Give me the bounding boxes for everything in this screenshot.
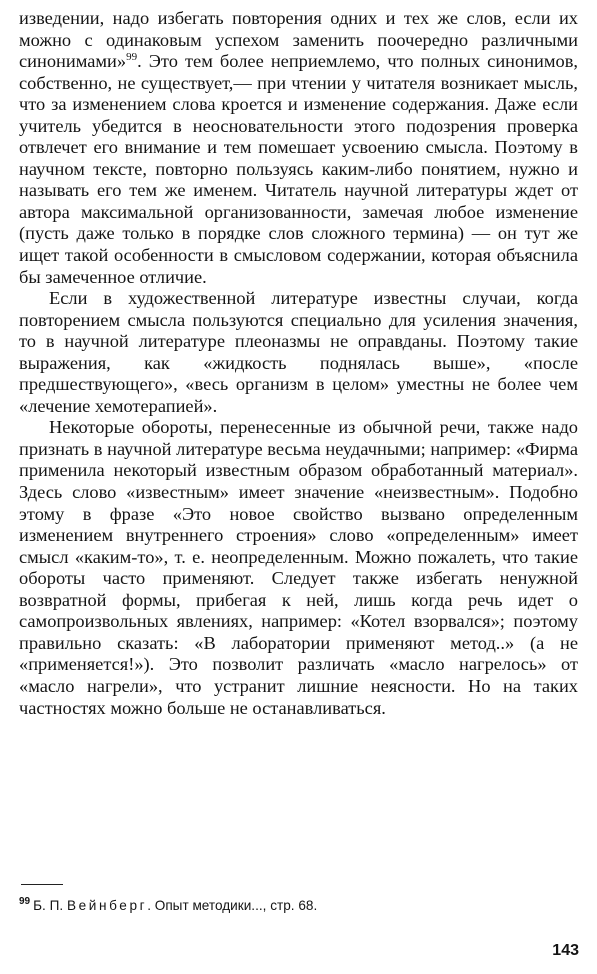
footnote-divider xyxy=(21,884,63,885)
footnote-reference: 99 xyxy=(126,50,138,63)
footnote-author: Вейнберг xyxy=(66,898,148,913)
page-number: 143 xyxy=(552,942,579,959)
footnote xyxy=(19,897,579,914)
page-body xyxy=(19,8,578,719)
paragraph-1-text: изведении, надо избегать повторения одних и тех же слов, если их можно с одинаковым успехом заменить поочередно различными синонимами» xyxy=(19,8,578,72)
paragraph-2: Если в художественной литературе известны случаи, когда повторением смысла пользуются специально для усиления значения, то в научной литературе плеоназмы не оправданы. Поэтому такие выражения, как «жидкость поднялась выше», «после предшествующего», «весь организм в целом» уместны не более чем «лечение хемотерапией». xyxy=(19,288,578,416)
paragraph-1-text-continued: . Это тем более неприемлемо, что полных синонимов, собственно, не существует,— при чтении у читателя возникает мысль, что за изменением слова кроется и изменение содержания. Даже если учитель убедится в неосновательности этого подозрения проверка отвлечет его внимание и тем помешает усвоению смысла. Поэтому в научном тексте, повторно пользуясь каким-либо понятием, нужно и называть его тем же именем. Читатель научной литературы ждет от автора максимальной организованности, замечая любое изменение (пусть даже только в порядке слов сложного термина) — он тут же ищет такой особенности в смысловом содержании, которая объяснила бы замеченное отличие. xyxy=(19,51,578,287)
footnote-number: 99 xyxy=(19,896,31,908)
paragraph-3: Некоторые обороты, перенесенные из обычной речи, также надо признать в научной литературе весьма неудачными; например: «Фирма применила некоторый известным образом обработанный материал». Здесь слово «известным» имеет значение «неизвестным». Подобно этому в фразе «Это новое свойство вызвано определенным изменением внутреннего строения» слово «определенным» имеет смысл «каким-то», т. е. неопределенным. Можно пожалеть, что такие обороты часто применяют. Следует также избегать ненужной возвратной формы, прибегая к ней, лишь когда речь идет о самопроизвольных явлениях, например: «Котел взорвался»; поэтому правильно сказать: «В лаборатории применяют метод..» (а не «применяется!»). Это позволит различать «масло нагрелось» от «масло нагрели», что устранит лишние неясности. Но на таких частностях можно больше не останавливаться. xyxy=(19,417,578,718)
paragraph-1 xyxy=(19,8,578,288)
footnote-initials: Б. П. xyxy=(33,898,64,913)
footnote-source: . Опыт методики..., стр. 68. xyxy=(147,898,318,913)
